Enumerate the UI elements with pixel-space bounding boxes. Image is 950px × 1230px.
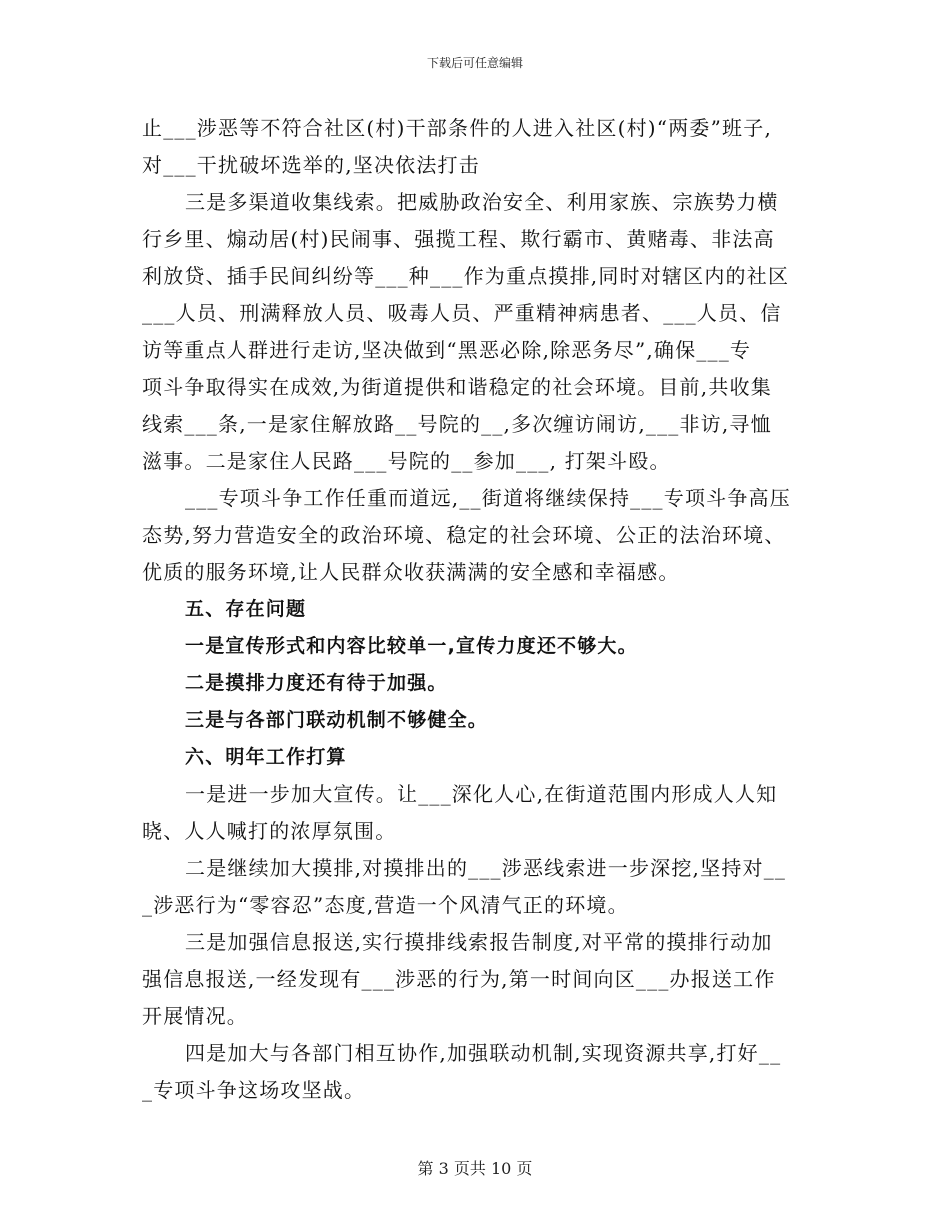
paragraph-line: ___专项斗争工作任重而道远,__街道将继续保持___专项斗争高压 [185, 486, 791, 510]
paragraph-line: 一是进一步加大宣传。让___深化人心,在街道范围内形成人人知 [185, 782, 778, 806]
paragraph-line: 三是加强信息报送,实行摸排线索报告制度,对平常的摸排行动加 [185, 930, 773, 954]
paragraph-line: 四是加大与各部门相互协作,加强联动机制,实现资源共享,打好__ [185, 1041, 782, 1065]
paragraph-line: _专项斗争这场攻坚战。 [142, 1078, 366, 1102]
paragraph-line: 利放贷、插手民间纠纷等___种___作为重点摸排,同时对辖区内的社区 [142, 264, 790, 288]
paragraph-line: _涉恶行为“零容忍”态度,营造一个风清气正的环境。 [142, 893, 629, 917]
paragraph-line: 项斗争取得实在成效,为街道提供和谐稳定的社会环境。目前,共收集 [142, 375, 772, 399]
paragraph-line: 止___涉恶等不符合社区(村)干部条件的人进入社区(村)“两委”班子, [142, 116, 773, 140]
paragraph-line: 开展情况。 [142, 1004, 248, 1028]
section-heading-line: 三是与各部门联动机制不够健全。 [185, 709, 489, 731]
paragraph-line: 访等重点人群进行走访,坚决做到“黑恶必除,除恶务尽”,确保___专 [142, 338, 752, 362]
document-body [142, 110, 812, 1109]
paragraph-line: 线索___条,一是家住解放路__号院的__,多次缠访闹访,___非访,寻恤 [142, 412, 772, 436]
section-heading-line: 二是摸排力度还有待于加强。 [185, 672, 448, 694]
paragraph-line: 三是多渠道收集线索。把威胁政治安全、利用家族、宗族势力横 [185, 190, 779, 214]
paragraph-line: ___人员、刑满释放人员、吸毒人员、严重精神病患者、___人员、信 [142, 301, 782, 325]
section-heading-line: 六、明年工作打算 [185, 746, 347, 768]
paragraph-line: 晓、人人喊打的浓厚氛围。 [142, 819, 397, 843]
paragraph-line: 强信息报送,一经发现有___涉恶的行为,第一时间向区___办报送工作 [142, 967, 776, 991]
page-header: 下载后可任意编辑 [426, 56, 523, 70]
paragraph-line: 二是继续加大摸排,对摸排出的___涉恶线索进一步深挖,坚持对__ [185, 856, 787, 880]
section-heading-line: 一是宣传形式和内容比较单一,宣传力度还不够大。 [185, 635, 638, 657]
paragraph-line: 优质的服务环境,让人民群众收获满满的安全感和幸福感。 [142, 560, 680, 584]
paragraph-line: 行乡里、煽动居(村)民闹事、强揽工程、欺行霸市、黄赌毒、非法高 [142, 227, 775, 251]
section-heading-line: 五、存在问题 [185, 598, 307, 620]
paragraph-line: 对___干扰破坏选举的,坚决依法打击 [142, 153, 480, 177]
paragraph-line: 滋事。二是家住人民路___号院的__参加___, 打架斗殴。 [142, 449, 671, 473]
page-footer: 第 3 页共 10 页 [417, 1159, 533, 1178]
paragraph-line: 态势,努力营造安全的政治环境、稳定的社会环境、公正的法治环境、 [142, 523, 786, 547]
